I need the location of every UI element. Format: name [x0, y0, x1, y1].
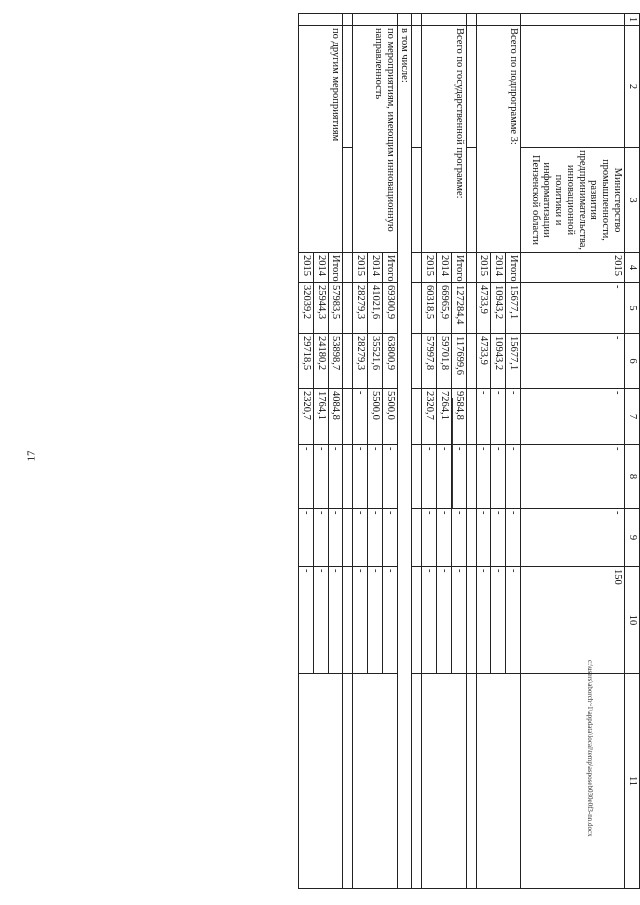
value-v9: -: [476, 509, 491, 567]
year-label: 2015: [353, 253, 368, 283]
value-v5: 32039,2: [299, 283, 314, 334]
footer-path: c:\users\aborch~1\appdata\local\temp\asposeb030e0f3-nn.docx: [586, 660, 594, 837]
cell-empty: [466, 253, 476, 283]
value-v10: -: [314, 567, 329, 674]
cell-empty: [343, 148, 353, 253]
other-activities-label: по другим мероприятиям: [299, 26, 343, 253]
ministry-name: Министерство промышленности, развития предпринимательства, инновационной политики и информатизации Пензенской области: [521, 148, 625, 253]
value-v5: 66965,9: [437, 283, 452, 334]
value-v6: 63800,9: [383, 334, 398, 389]
value-v10: -: [491, 567, 506, 674]
value-v6: 117699,6: [452, 334, 467, 389]
cell-empty: [343, 509, 353, 567]
year-label: Итого: [452, 253, 467, 283]
value-v6: 29718,5: [299, 334, 314, 389]
value-v8: -: [452, 445, 467, 509]
subprogram-3-total-label: Всего по подпрограмме 3:: [476, 26, 520, 253]
column-number: 1: [625, 14, 640, 26]
column-number: 10: [625, 567, 640, 674]
value-v6: 59701,8: [437, 334, 452, 389]
year-label: 2014: [437, 253, 452, 283]
rotated-table-region: [40, 13, 640, 888]
cell-empty: [521, 674, 625, 889]
value-v8: -: [353, 445, 368, 509]
value-v7: 2320,7: [422, 389, 437, 445]
value-v5: 127284,4: [452, 283, 467, 334]
cell-empty: [412, 445, 422, 509]
cell-empty: [353, 674, 397, 889]
cell-empty: [412, 283, 422, 334]
cell-empty: [466, 26, 476, 148]
value-v8: -: [314, 445, 329, 509]
value-v9: -: [437, 509, 452, 567]
cell-empty: [343, 674, 353, 889]
cell-empty: [343, 334, 353, 389]
cell-empty: [466, 334, 476, 389]
value-v5: 57983,5: [328, 283, 343, 334]
value-v5: 25944,3: [314, 283, 329, 334]
value-v7: -: [476, 389, 491, 445]
innovation-activities-label: по мероприятиям, имеющим инновационную направленность: [353, 26, 397, 253]
cell-empty: [476, 674, 520, 889]
value-v5: 60318,5: [422, 283, 437, 334]
value-v10: -: [383, 567, 398, 674]
value-v6: 4733,9: [476, 334, 491, 389]
cell-empty: [412, 148, 422, 253]
cell-empty: [466, 14, 476, 26]
value-v6: 53898,7: [328, 334, 343, 389]
value-v9: -: [422, 509, 437, 567]
state-program-total-label: Всего по государственной программе:: [422, 26, 466, 253]
cell-empty: [412, 674, 422, 889]
data-row: [383, 14, 398, 889]
year-label: Итого: [383, 253, 398, 283]
column-number: 11: [625, 674, 640, 889]
value-v10: -: [353, 567, 368, 674]
cell-empty: [343, 445, 353, 509]
value-v8: -: [422, 445, 437, 509]
gap-row: [466, 14, 476, 889]
cell-empty: [466, 674, 476, 889]
top-value-c6: -: [521, 334, 625, 389]
value-v7: 1764,1: [314, 389, 329, 445]
column-number: 3: [625, 148, 640, 253]
cell-empty: [412, 253, 422, 283]
data-row: [328, 14, 343, 889]
data-row: [452, 14, 467, 889]
including-label: в том числе:: [397, 26, 412, 889]
cell-empty: [466, 445, 476, 509]
year-label: 2014: [368, 253, 383, 283]
year-label: 2014: [314, 253, 329, 283]
value-v7: 4084,8: [328, 389, 343, 445]
cell-empty: [353, 14, 397, 26]
including-row: [397, 14, 412, 889]
cell-empty: [397, 14, 412, 26]
column-number: 6: [625, 334, 640, 389]
top-value-c10: 150: [521, 567, 625, 674]
value-v6: 35521,6: [368, 334, 383, 389]
year-label: 2014: [491, 253, 506, 283]
value-v5: 10943,2: [491, 283, 506, 334]
cell-empty: [412, 334, 422, 389]
value-v7: 9584,8: [452, 389, 467, 445]
gap-row: [343, 14, 353, 889]
cell-empty: [299, 14, 343, 26]
value-v9: -: [383, 509, 398, 567]
data-row: [506, 14, 521, 889]
value-v6: 24180,2: [314, 334, 329, 389]
cell-empty: [521, 26, 625, 148]
value-v8: -: [299, 445, 314, 509]
value-v5: 28279,3: [353, 283, 368, 334]
value-v6: 28279,3: [353, 334, 368, 389]
value-v8: -: [368, 445, 383, 509]
separator-line: [452, 398, 453, 508]
value-v8: -: [328, 445, 343, 509]
top-value-c7: -: [521, 389, 625, 445]
cell-empty: [466, 148, 476, 253]
value-v10: -: [328, 567, 343, 674]
cell-empty: [466, 567, 476, 674]
cell-empty: [412, 567, 422, 674]
value-v5: 41021,6: [368, 283, 383, 334]
value-v10: -: [506, 567, 521, 674]
cell-empty: [343, 253, 353, 283]
column-number: 9: [625, 509, 640, 567]
value-v7: 5500,0: [383, 389, 398, 445]
value-v5: 4733,9: [476, 283, 491, 334]
cell-empty: [412, 14, 422, 26]
value-v7: 2320,7: [299, 389, 314, 445]
column-number: 5: [625, 283, 640, 334]
year-label: Итого: [506, 253, 521, 283]
top-value-c4: 2015: [521, 253, 625, 283]
cell-empty: [422, 674, 466, 889]
year-label: 2015: [299, 253, 314, 283]
value-v8: -: [491, 445, 506, 509]
value-v5: 15677,1: [506, 283, 521, 334]
cell-empty: [466, 389, 476, 445]
column-number: 2: [625, 26, 640, 148]
value-v9: -: [314, 509, 329, 567]
value-v8: -: [437, 445, 452, 509]
gap-row: [412, 14, 422, 889]
page-number: 17: [25, 450, 38, 462]
cell-empty: [466, 283, 476, 334]
cell-empty: [343, 567, 353, 674]
header-row: [625, 14, 640, 889]
cell-empty: [343, 14, 353, 26]
value-v7: 5500,0: [368, 389, 383, 445]
cell-empty: [412, 26, 422, 148]
cell-empty: [521, 14, 625, 26]
value-v9: -: [368, 509, 383, 567]
top-value-c8: -: [521, 445, 625, 509]
value-v10: -: [299, 567, 314, 674]
value-v6: 15677,1: [506, 334, 521, 389]
value-v10: -: [437, 567, 452, 674]
cell-empty: [476, 14, 520, 26]
value-v8: -: [383, 445, 398, 509]
value-v5: 69300,9: [383, 283, 398, 334]
value-v7: -: [353, 389, 368, 445]
column-number: 7: [625, 389, 640, 445]
top-value-c9: -: [521, 509, 625, 567]
value-v9: -: [491, 509, 506, 567]
cell-empty: [412, 389, 422, 445]
top-value-c5: -: [521, 283, 625, 334]
cell-empty: [343, 283, 353, 334]
value-v10: -: [422, 567, 437, 674]
cell-empty: [343, 26, 353, 148]
cell-empty: [466, 509, 476, 567]
value-v8: -: [506, 445, 521, 509]
cell-empty: [412, 509, 422, 567]
year-label: 2015: [422, 253, 437, 283]
value-v10: -: [452, 567, 467, 674]
value-v6: 10943,2: [491, 334, 506, 389]
cell-empty: [343, 389, 353, 445]
value-v9: -: [452, 509, 467, 567]
value-v9: -: [328, 509, 343, 567]
value-v7: -: [506, 389, 521, 445]
value-v7: -: [491, 389, 506, 445]
value-v7: 7264,1: [437, 389, 452, 445]
ministry-row: [521, 14, 625, 889]
year-label: Итого: [328, 253, 343, 283]
value-v6: 57997,8: [422, 334, 437, 389]
cell-empty: [422, 14, 466, 26]
value-v9: -: [299, 509, 314, 567]
value-v8: -: [476, 445, 491, 509]
value-v10: -: [476, 567, 491, 674]
value-v9: -: [506, 509, 521, 567]
cell-empty: [299, 674, 343, 889]
year-label: 2015: [476, 253, 491, 283]
column-number: 8: [625, 445, 640, 509]
value-v9: -: [353, 509, 368, 567]
column-number: 4: [625, 253, 640, 283]
value-v10: -: [368, 567, 383, 674]
